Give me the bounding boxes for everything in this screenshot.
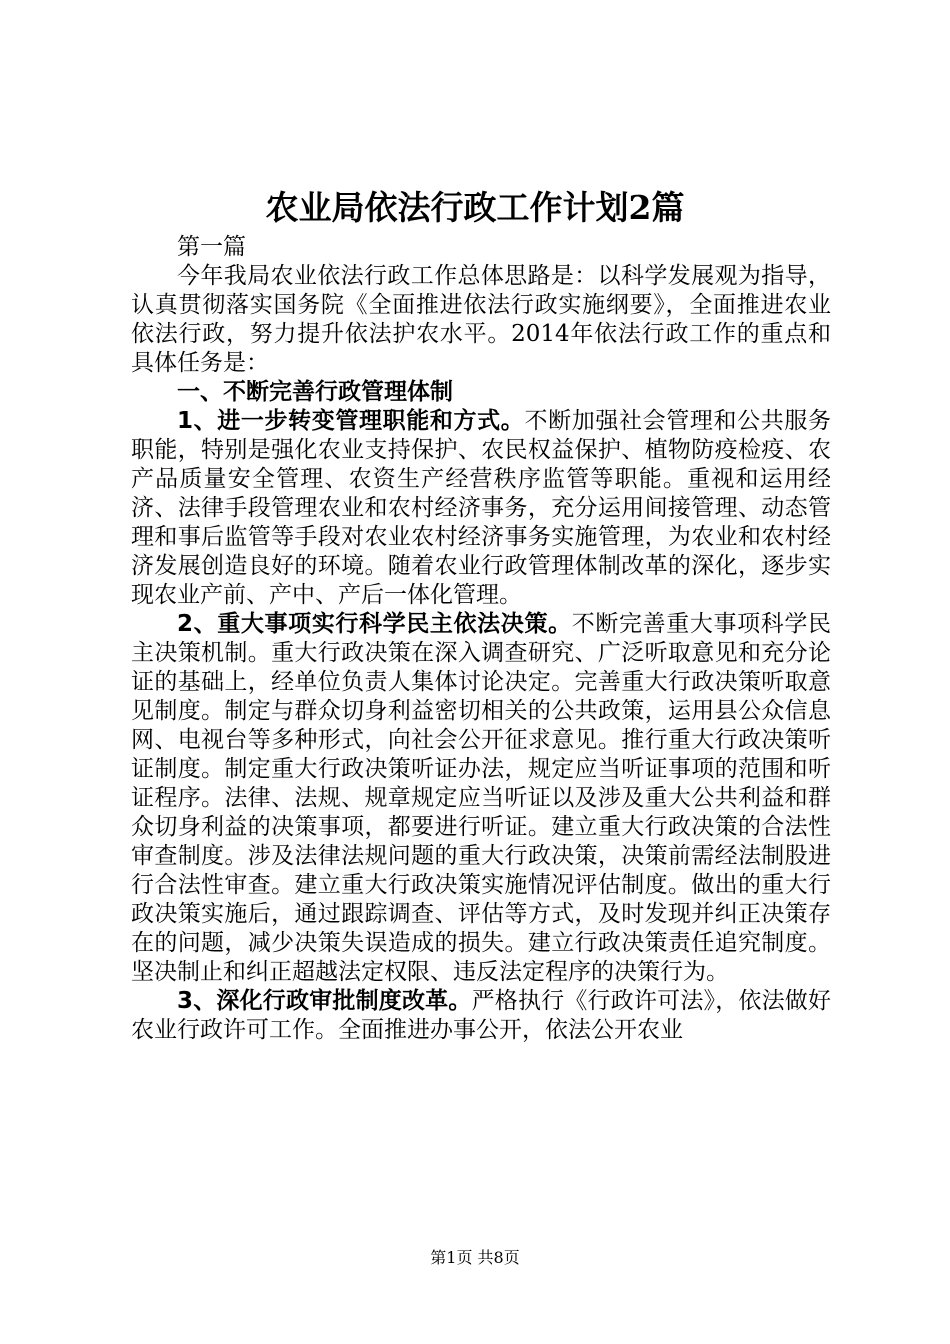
heading-1: 一、不断完善行政管理体制	[177, 379, 453, 405]
document-body	[131, 233, 831, 1045]
item-2-text: 不断完善重大事项科学民主决策机制。重大行政决策在深入调查研究、广泛听取意见和充分论证的基础上，经单位负责人集体讨论决定。完善重大行政决策听取意见制度。制定与群众切身利益密切相关的公共政策，运用县公众信息网、电视台等多种形式，向社会公开征求意见。推行重大行政决策听证制度。制定重大行政决策听证办法，规定应当听证事项的范围和听证程序。法律、法规、规章规定应当听证以及涉及重大公共利益和群众切身利益的决策事项，都要进行听证。建立重大行政决策的合法性审查制度。涉及法律法规问题的重大行政决策，决策前需经法制股进行合法性审查。建立重大行政决策实施情况评估制度。做出的重大行政决策实施后，通过跟踪调查、评估等方式，及时发现并纠正决策存在的问题，减少决策失误造成的损失。建立行政决策责任追究制度。坚决制止和纠正超越法定权限、违反法定程序的决策行为。	[131, 611, 831, 985]
item-3-paragraph	[131, 987, 831, 1045]
item-3-lead: 3、深化行政审批制度改革。	[177, 988, 472, 1014]
item-2-paragraph	[131, 610, 831, 987]
item-2-lead: 2、重大事项实行科学民主依法决策。	[177, 611, 572, 637]
item-1-paragraph	[131, 407, 831, 610]
item-1-text: 不断加强社会管理和公共服务职能，特别是强化农业支持保护、农民权益保护、植物防疫检疫、农产品质量安全管理、农资生产经营秩序监管等职能。重视和运用经济、法律手段管理农业和农村经济事务，充分运用间接管理、动态管理和事后监管等手段对农业农村经济事务实施管理，为农业和农村经济发展创造良好的环境。随着农业行政管理体制改革的深化，逐步实现农业产前、产中、产后一体化管理。	[131, 408, 832, 608]
section-label: 第一篇	[177, 234, 246, 260]
document-title: 农业局依法行政工作计划2篇	[265, 188, 685, 227]
page-footer: 第1页 共8页	[430, 1248, 520, 1267]
item-1-lead: 1、进一步转变管理职能和方式。	[177, 408, 525, 434]
intro-paragraph: 今年我局农业依法行政工作总体思路是：以科学发展观为指导，认真贯彻落实国务院《全面推进依法行政实施纲要》，全面推进农业依法行政，努力提升依法护农水平。2014年依法行政工作的重点和具体任务是：	[131, 263, 831, 376]
item-3-text: 严格执行《行政许可法》，依法做好农业行政许可工作。全面推进办事公开，依法公开农业	[131, 988, 832, 1043]
